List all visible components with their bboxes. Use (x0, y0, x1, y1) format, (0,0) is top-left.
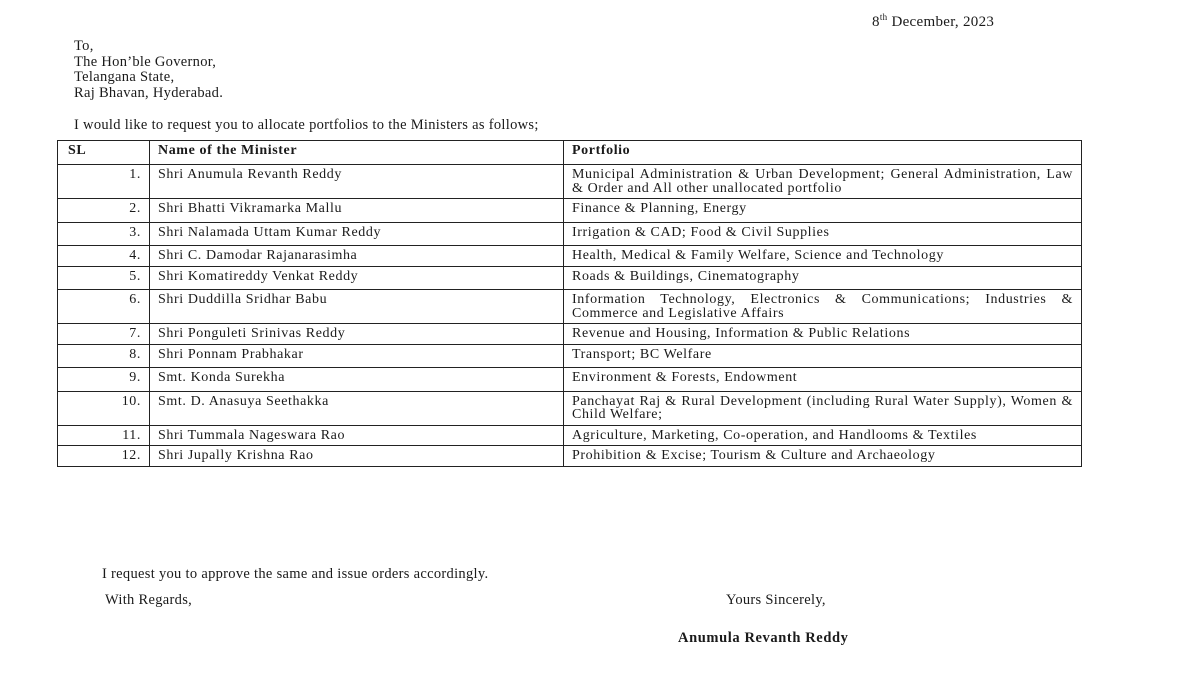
header-name: Name of the Minister (150, 141, 564, 165)
table-row (58, 266, 1082, 290)
row-portfolio: Information Technology, Electronics & Communications; Industries & Commerce and Legislative Affairs (564, 290, 1082, 324)
row-minister-name: Shri Anumula Revanth Reddy (150, 165, 564, 199)
table-row (58, 222, 1082, 246)
row-portfolio: Municipal Administration & Urban Development; General Administration, Law & Order and All other unallocated portfolio (564, 165, 1082, 199)
row-sl: 9. (58, 368, 150, 392)
header-sl: SL (58, 141, 150, 165)
date-month-year: December, 2023 (887, 14, 995, 30)
row-sl: 5. (58, 266, 150, 290)
signatory-name: Anumula Revanth Reddy (678, 630, 849, 646)
table-row (58, 165, 1082, 199)
row-minister-name: Smt. Konda Surekha (150, 368, 564, 392)
row-portfolio: Panchayat Raj & Rural Development (including Rural Water Supply), Women & Child Welfare; (564, 391, 1082, 425)
table-row (58, 344, 1082, 368)
row-minister-name: Shri Duddilla Sridhar Babu (150, 290, 564, 324)
table-row (58, 324, 1082, 345)
letter-date (872, 12, 994, 31)
row-minister-name: Shri C. Damodar Rajanarasimha (150, 246, 564, 267)
table-row (58, 368, 1082, 392)
row-minister-name: Shri Ponnam Prabhakar (150, 344, 564, 368)
row-minister-name: Shri Bhatti Vikramarka Mallu (150, 199, 564, 223)
row-portfolio: Irrigation & CAD; Food & Civil Supplies (564, 222, 1082, 246)
regards-text: With Regards, (105, 592, 193, 608)
row-sl: 2. (58, 199, 150, 223)
valediction: Yours Sincerely, (726, 592, 826, 608)
row-portfolio: Environment & Forests, Endowment (564, 368, 1082, 392)
row-minister-name: Shri Ponguleti Srinivas Reddy (150, 324, 564, 345)
header-portfolio: Portfolio (564, 141, 1082, 165)
address-line: Raj Bhavan, Hyderabad. (74, 84, 224, 101)
table-row (58, 391, 1082, 425)
row-minister-name: Shri Komatireddy Venkat Reddy (150, 266, 564, 290)
date-suffix: th (879, 12, 888, 22)
row-portfolio: Prohibition & Excise; Tourism & Culture and Archaeology (564, 446, 1082, 467)
date-day: 8 (872, 14, 880, 30)
row-portfolio: Transport; BC Welfare (564, 344, 1082, 368)
row-sl: 3. (58, 222, 150, 246)
closing-request: I request you to approve the same and issue orders accordingly. (102, 566, 489, 582)
row-minister-name: Shri Nalamada Uttam Kumar Reddy (150, 222, 564, 246)
row-sl: 7. (58, 324, 150, 345)
address-line: To, (74, 38, 94, 54)
row-sl: 1. (58, 165, 150, 199)
portfolio-table (57, 140, 1082, 467)
row-sl: 11. (58, 425, 150, 446)
row-portfolio: Revenue and Housing, Information & Public Relations (564, 324, 1082, 345)
table-row (58, 446, 1082, 467)
recipient-address (74, 39, 223, 101)
row-minister-name: Shri Jupally Krishna Rao (150, 446, 564, 467)
table-row (58, 199, 1082, 223)
row-portfolio: Health, Medical & Family Welfare, Science and Technology (564, 246, 1082, 267)
row-sl: 6. (58, 290, 150, 324)
table-row (58, 425, 1082, 446)
row-minister-name: Shri Tummala Nageswara Rao (150, 425, 564, 446)
row-sl: 10. (58, 391, 150, 425)
row-portfolio: Roads & Buildings, Cinematography (564, 266, 1082, 290)
row-sl: 12. (58, 446, 150, 467)
row-sl: 8. (58, 344, 150, 368)
table-row (58, 246, 1082, 267)
intro-text: I would like to request you to allocate portfolios to the Ministers as follows; (74, 117, 539, 133)
address-line: The Hon’ble Governor, (74, 53, 217, 70)
table-header-row (58, 141, 1082, 165)
row-minister-name: Smt. D. Anasuya Seethakka (150, 391, 564, 425)
table-row (58, 290, 1082, 324)
address-line: Telangana State, (74, 69, 175, 85)
row-portfolio: Agriculture, Marketing, Co-operation, and Handlooms & Textiles (564, 425, 1082, 446)
row-sl: 4. (58, 246, 150, 267)
row-portfolio: Finance & Planning, Energy (564, 199, 1082, 223)
